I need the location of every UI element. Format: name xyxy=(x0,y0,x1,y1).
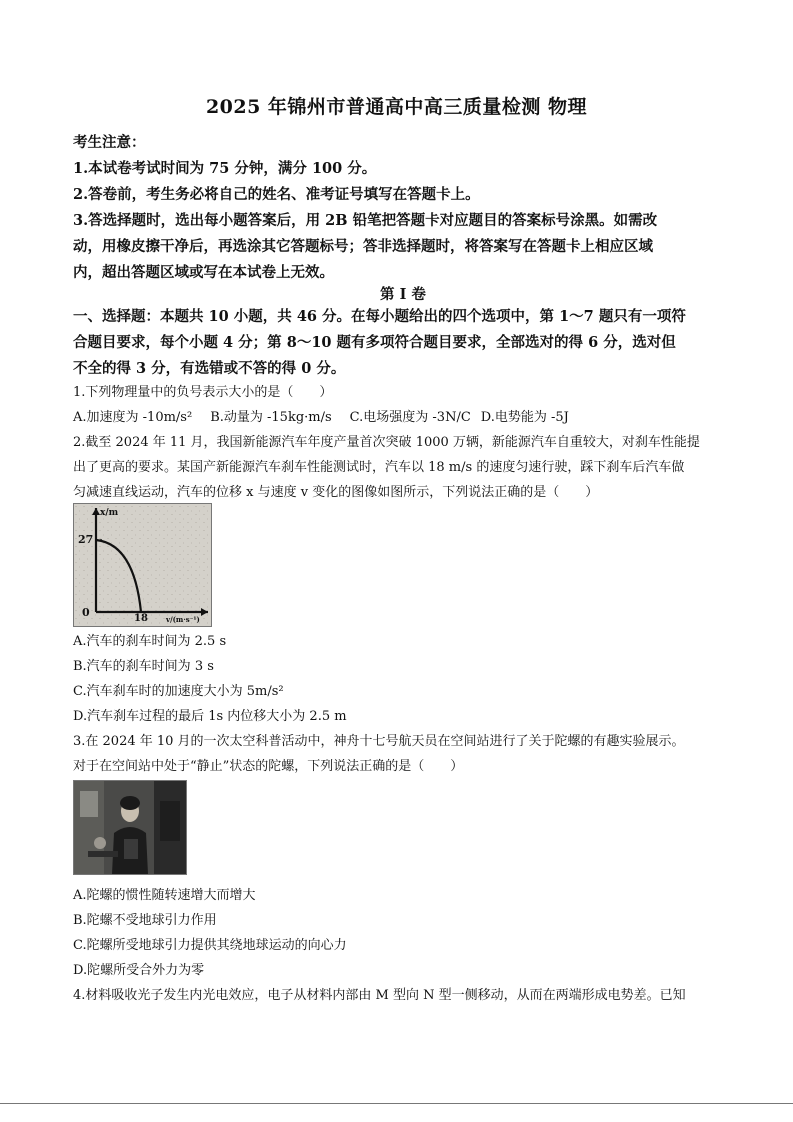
question-2-stem: 2.截至 2024 年 11 月，我国新能源汽车年度产量首次突破 1000 万辆，新能源汽车自重较大，对刹车性能提 xyxy=(73,435,700,450)
option-d: D.电势能为 -5J xyxy=(480,410,569,425)
option-a: A.加速度为 -10m/s² xyxy=(73,410,193,425)
section-title: 第 Ⅰ 卷 xyxy=(380,286,426,303)
question-1-stem: 1.下列物理量中的负号表示大小的是（ ） xyxy=(73,385,333,400)
notice-item: 1.本试卷考试时间为 75 分钟，满分 100 分。 xyxy=(73,160,377,177)
astronaut-photo xyxy=(73,780,187,875)
option-b: B.动量为 -15kg·m/s xyxy=(210,410,332,425)
notice-heading: 考生注意： xyxy=(73,134,146,151)
option-c: C.汽车刹车时的加速度大小为 5m/s² xyxy=(73,684,284,699)
option-d: D.汽车刹车过程的最后 1s 内位移大小为 2.5 m xyxy=(73,709,347,724)
section-instructions: 不全的得 3 分，有选错或不答的得 0 分。 xyxy=(73,360,346,377)
question-2-stem: 匀减速直线运动，汽车的位移 x 与速度 v 变化的图像如图所示，下列说法正确的是（ ） xyxy=(73,485,599,500)
graph-y-tick: 27 xyxy=(78,533,94,546)
page-divider xyxy=(0,1103,793,1104)
question-3-stem: 对于在空间站中处于“静止”状态的陀螺，下列说法正确的是（ ） xyxy=(73,759,464,774)
graph-origin: 0 xyxy=(82,606,90,619)
notice-item: 内，超出答题区域或写在本试卷上无效。 xyxy=(73,264,334,281)
section-instructions: 合题目要求，每个小题 4 分；第 8～10 题有多项符合题目要求，全部选对的得 6 分，选对但 xyxy=(73,334,676,351)
option-c: C.陀螺所受地球引力提供其绕地球运动的向心力 xyxy=(73,938,347,953)
graph-x-axis-label: v/(m·s⁻¹) xyxy=(166,615,200,624)
question-2-stem: 出了更高的要求。某国产新能源汽车刹车性能测试时，汽车以 18 m/s 的速度匀速行驶，踩下刹车后汽车做 xyxy=(73,460,685,475)
option-d: D.陀螺所受合外力为零 xyxy=(73,963,205,978)
x-v-graph xyxy=(73,503,212,627)
question-3-stem: 3.在 2024 年 10 月的一次太空科普活动中，神舟十七号航天员在空间站进行了关于陀螺的有趣实验展示。 xyxy=(73,734,685,749)
question-1-options xyxy=(73,405,733,430)
option-c: C.电场强度为 -3N/C xyxy=(349,410,471,425)
option-a: A.汽车的刹车时间为 2.5 s xyxy=(73,634,227,649)
notice-item: 3.答选择题时，选出每小题答案后，用 2B 铅笔把答题卡对应题目的答案标号涂黑。如需改 xyxy=(73,212,658,229)
section-instructions: 一、选择题：本题共 10 小题，共 46 分。在每小题给出的四个选项中，第 1～7 题只有一项符 xyxy=(73,308,686,325)
option-b: B.陀螺不受地球引力作用 xyxy=(73,913,217,928)
graph-x-tick: 18 xyxy=(134,613,148,624)
question-4-stem: 4.材料吸收光子发生内光电效应，电子从材料内部由 M 型向 N 型一侧移动，从而在两端形成电势差。已知 xyxy=(73,988,686,1003)
notice-item: 动，用橡皮擦干净后，再选涂其它答题标号；答非选择题时，将答案写在答题卡上相应区域 xyxy=(73,238,653,255)
graph-y-axis-label: x/m xyxy=(100,508,119,518)
notice-item: 2.答卷前，考生务必将自己的姓名、准考证号填写在答题卡上。 xyxy=(73,186,480,203)
page-title: 2025 年锦州市普通高中高三质量检测 物理 xyxy=(205,96,588,118)
option-b: B.汽车的刹车时间为 3 s xyxy=(73,659,214,674)
option-a: A.陀螺的惯性随转速增大而增大 xyxy=(73,888,256,903)
